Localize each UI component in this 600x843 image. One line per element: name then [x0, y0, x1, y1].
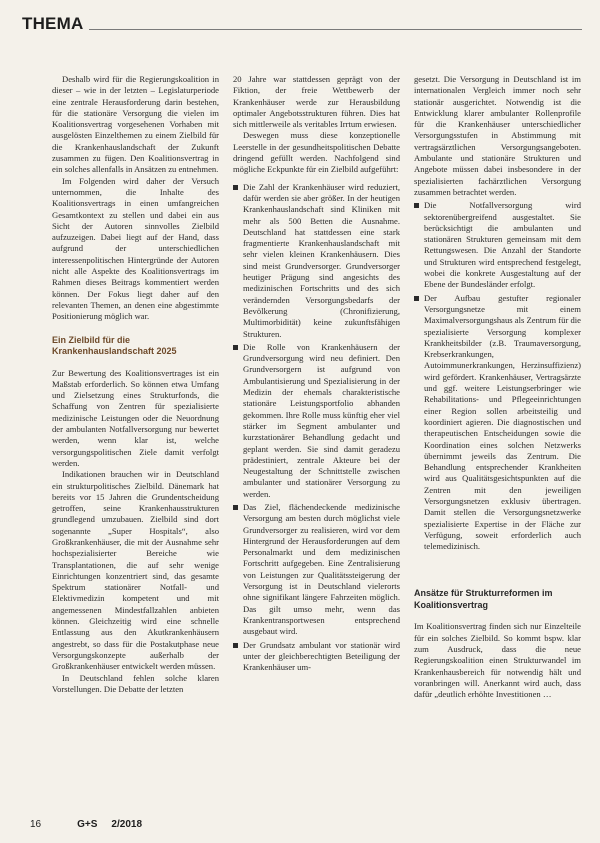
bullet-square-icon — [414, 203, 419, 208]
column-3 — [414, 74, 581, 814]
list-item — [233, 182, 400, 340]
paragraph: Deswegen muss diese konzeptionelle Leerstelle in der gesundheitspolitischen Debatte dringend gefüllt werden. Nachfolgend sind mögliche Eckpunkte für ein Zielbild aufgeführt: — [233, 130, 400, 175]
column-1 — [52, 74, 219, 814]
bullet-square-icon — [233, 505, 238, 510]
bullet-list — [233, 182, 400, 674]
paragraph: Deshalb wird für die Regierungskoalition in dieser – wie in der letzten – Legislaturperiode eine zentrale Herausforderung darin bestehen, für die stationäre Versorgung die vielen im Koalitionsvertrag vorgesehenen Vorhaben mit ausgelösten Einzelthemen zu einem Zielbild für die Krankenhauslandschaft der Zukunft zusammen zu fügen. Den Koalitionsvertrag in ein solches allenfalls in Ansätzen zu entnehmen. — [52, 74, 219, 175]
column-2 — [233, 74, 400, 814]
list-item-text: Der Aufbau gestufter regionaler Versorgungsnetze mit einem Maximalversorgungshaus als Zentrum für die spezialisierte Versorgung komplexer Krankheitsbilder (z.B. Traumaversorgung, Krebserkrankungen, Autoimmunerkrankungen, Herzinsuffizienz) wird gefördert. Krankenhäuser, Vertragsärzte und ggf. weitere Leistungserbringer wie Rehabilitations- und Pflegeeinrichtungen einer Region sollen arbeitsteilig und koordiniert agieren. Die diagnostischen und therapeutischen Entscheidungen sowie die Koordination eines solchen Netzwerks übernimmt jeweils das Zentrum. Die Behandlung entsprechender Krankheiten wird aus Qualitätsgesichtspunkten auf die Zentren mit den jeweiligen Versorgungsnetzen exklusiv übertragen. Damit stellen die Versorgungsnetzwerke spezialisierte Expertise in der Fläche zur Verfügung, soweit erforderlich auch telemedizinisch. — [424, 292, 581, 552]
paragraph: Im Koalitionsvertrag finden sich nur Einzelteile für ein solches Zielbild. So kommt bspw. klar zum Ausdruck, dass die neue Regierungskoalition einen Strukturwandel im Krankenhausbereich für notwendig hält und voranbringen will. Anerkannt wird auch, dass dafür „deutlich erhöhte Investitionen … — [414, 621, 581, 700]
section-kicker: THEMA — [22, 14, 84, 33]
article-columns — [52, 74, 582, 814]
page-footer — [30, 816, 582, 832]
subheading: Ansätze für Strukturreformen im Koalitionsvertrag — [414, 588, 553, 610]
paragraph: In Deutschland fehlen solche klaren Vorstellungen. Die Debatte der letzten — [52, 672, 219, 694]
list-item — [233, 342, 400, 500]
list-item-text: Die Rolle von Krankenhäusern der Grundversorgung wird neu definiert. Den Grundversorgern ist aufgrund von Ambulantisierung und Spezialisierung in der Medizin der ehemals charakteristische stationäre Leistungsportfolio abhanden gekommen. Ihre Rolle muss künftig eher viel stärker im Segment ambulanter und kurzstationärer Behandlung gedacht und geplant werden. Sie sind damit geradezu prädestiniert, zentrale Akteure bei der Neugestaltung der Schnittstelle zwischen ambulanter und stationärer Versorgung zu werden. — [243, 341, 400, 499]
header-rule — [89, 29, 582, 30]
paragraph: Im Folgenden wird daher der Versuch unternommen, die Inhalte des Koalitionsvertrags in einen umfangreichen Gesamtkontext zu stellen und dabei ein aus Sicht der Autoren sinnvolles Zielbild aufzuzeigen. Dabei liegt auf der Hand, dass aufgrund der unterschiedlichen interessenpolitischen Hintergründe der Autoren nicht alle Aspekte des Koalitionsvertrags im Rahmen dieses Beitrags kommentiert werden können. Der Fokus liegt daher auf den relevanten Themen, an denen eine abgestimmte Positionierung möglich war. — [52, 175, 219, 322]
list-item — [414, 200, 581, 290]
page-header — [22, 8, 582, 34]
paragraph: 20 Jahre war stattdessen geprägt von der Fiktion, der freie Wettbewerb der Krankenhäuser werde zur Herausbildung optimaler Angebotsstrukturen führen. Dies hat sich mittlerweile als veritables Irrtum erwiesen. — [233, 74, 400, 130]
paragraph: Zur Bewertung des Koalitionsvertrages ist ein Maßstab erforderlich. So können etwa Umfang und Zielsetzung eines Strukturfonds, die Schaffung von Zentren für spezialisierte medizinische Leistungen oder die Neuordnung der ambulanten Notfallversorgung nur bewertet werden, wenn klar ist, welche versorgungspolitischen Ziele damit verfolgt werden. — [52, 367, 219, 468]
list-item — [233, 640, 400, 674]
subheading: Ein Zielbild für die Krankenhauslandschaft 2025 — [52, 334, 177, 357]
list-item — [233, 502, 400, 638]
page-number: 16 — [30, 818, 42, 830]
issue-number: 2/2018 — [111, 818, 143, 830]
list-item-text: Der Grundsatz ambulant vor stationär wird unter der gleichberechtigten Beteiligung der Krankenhäuser um- — [243, 639, 400, 673]
bullet-square-icon — [233, 643, 238, 648]
paragraph: Indikationen brauchen wir in Deutschland ein strukturpolitisches Zielbild. Dänemark hat bereits vor 15 Jahren die Grundentscheidung getroffen, seine Krankenhausstrukturen grundlegend umzubauen. Zielbild sind dort sogenannte „Super Hospitals“, also Großkrankenhäuser, die mit der Ausnahme sehr hochspezialisierter Bereiche wie Transplantationen, die auf sehr wenige Einrichtungen konzentriert sind, das gesamte Spektrum stationärer Notfall- und Elektivmedizin kompetent und mit angemessenen Mindestfallzahlen anbieten können. Gleichzeitig wird eine schnelle Entlassung aus den Akutkrankenhäusern angestrebt, so dass für die Postakutphase neue Versorgungskonzepte außerhalb der Großkrankenhäuser entwickelt werden müssen. — [52, 469, 219, 672]
bullet-square-icon — [233, 185, 238, 190]
paragraph: gesetzt. Die Versorgung in Deutschland ist im internationalen Vergleich immer noch sehr stationär ausgerichtet. Notwendig ist die Entwicklung klarer ambulanter Rollenprofile für die Krankenhäuser unterschiedlicher Versorgungsstufen in Abstimmung mit vertragsärztlichen Versorgungsangeboten. Ambulante und stationäre Strukturen und Angebote müssen dabei insbesondere in der spezialisierten fachärztlichen Versorgung zusammen betrachtet werden. — [414, 74, 581, 197]
bullet-square-icon — [414, 296, 419, 301]
list-item-text: Die Zahl der Krankenhäuser wird reduziert, dafür werden sie aber größer. In der heutigen Krankenhauslandschaft sind Kliniken mit mehr als 500 Betten die Ausnahme. Deutschland hat stattdessen eine stark fragmentierte Krankenhauslandschaft mit sehr vielen kleinen Krankenhäusern. Dies sind meist Grundversorger. Grundversorger heutiger Prägung sind angesichts des medizinischen Fortschritts und des sich verändernden Versorgungsbedarfs der Bevölkerung (Chronifizierung, Multimorbidität) keine zukunftsfähigen Strukturen. — [243, 181, 400, 339]
journal-brand: G+S — [77, 818, 98, 830]
list-item — [414, 293, 581, 553]
list-item-text: Das Ziel, flächendeckende medizinische Versorgung am besten durch möglichst viele Grundversorger zu realisieren, wird vor dem Hintergrund der Herausforderungen auf dem Personalmarkt und dem medizinischen Fortschritt aufgegeben. Eine Zentralisierung von Leistungen zur Qualitätssteigerung der Versorgung ist in Deutschland vielerorts ohne signifikant längere Fahrzeiten möglich. Das gilt umso mehr, wenn das Krankentransportwesen entsprechend ausgebaut wird. — [243, 501, 400, 637]
bullet-square-icon — [233, 345, 238, 350]
list-item-text: Die Notfallversorgung wird sektorenübergreifend ausgestaltet. Sie berücksichtigt die ambulanten und stationären Strukturen gemeinsam mit dem Rettungswesen. Die Anzahl der Standorte und Strukturen wird entsprechend festgelegt, wobei die konkrete Ausgestaltung auf der Ebene der Bundesländer erfolgt. — [424, 200, 581, 290]
bullet-list — [414, 200, 581, 552]
